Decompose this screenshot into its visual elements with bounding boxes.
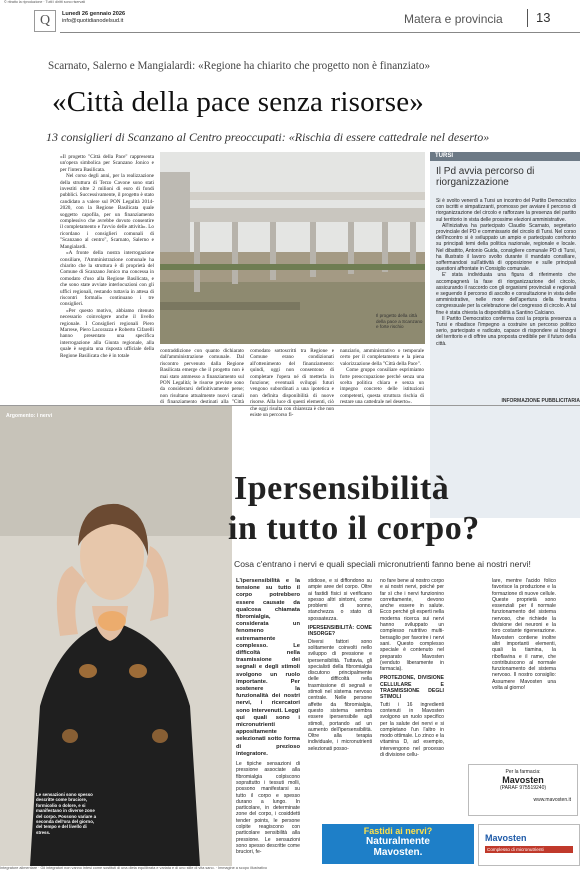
article-paragraph: comodato sottoscritti tra Regione e Comune erano condizionati all'ottenimento del finanziamento: quindi, oggi non consentono di completare l'opera né di metterla in funzione; eventuali sviluppi futuri vengono subordinati a una ipotetica e non definita disponibilità di nuove risorse. Alla luce di questi elementi, ciò che oggi risulta con chiarezza è che non esiste un percorso fi-	[250, 348, 334, 419]
ad-paragraph: no fare bene al nostro corpo e ai nostri nervi, poiché per far sì che i nervi funzionino correttamente, devono anche essere in salute. Ecco perché gli esperti nella moderna ricerca sui nervi hanno sviluppato un complesso nutritivo multi-bersaglio per favorire i nervi sani. Questo complesso speciale è contenuto nel preparato Mavosten (venduto liberamente in farmacia).	[380, 578, 444, 673]
ad-banner	[322, 824, 474, 864]
ad-column-3	[380, 578, 444, 758]
pharmacy-code: (PARAF 975519240)	[499, 785, 547, 791]
sidebar-tag: TURSI	[430, 152, 580, 161]
issue-email: info@quotidianodelsud.it	[62, 18, 124, 24]
ad-intro: Cosa c'entrano i nervi e quali speciali micronutrienti fanno bene ai nostri nervi!	[234, 559, 531, 569]
sidebar-paragraph: Si è svolto venerdì a Tursi un incontro del Partito Democratico con iscritti e simpatizzanti, promosso per avviare il percorso di riorganizzazione del circolo e rafforzare la presenza del partito sul territorio in vista delle prossime elezioni amministrative.	[436, 198, 576, 223]
article-paragraph: «Per questo motivo, abbiamo ritenuto necessario coinvolgere anche il livello regionale. I Consiglieri regionali Piero Marrese, Piero Lacorazza e Roberto Cifarelli hanno presentato una specifica interrogazione alla Giunta regionale, alla quale è seguita una risposta ufficiale della Regione Basilicata che è in totale	[60, 307, 154, 359]
sidebar-paragraph: Il Partito Democratico conferma così la propria presenza a Tursi e ribadisce l'impegno a costruire un percorso politico serio, partecipato e radicato, capace di rispondere ai bisogni del territorio e di offrire una proposta credibile per il futuro della città.	[436, 315, 576, 347]
header-rule	[60, 32, 580, 33]
ad-argument-tag: Argomento: i nervi	[6, 413, 53, 419]
article-paragraph: Nel corso degli anni, per la realizzazione della struttura di Terzo Cavone sono stati investiti oltre 2 milioni di euro di fondi pubblici. Successivamente, il progetto è stato candidato a valere sul PON Legalità 2014-2020, con la Regione Basilicata quale soggetto capofila, per un finanziamento complessivo che avrebbe dovuto consentire il completamento e l'avvio delle attività». Lo ricordano i consiglieri comunali di "Scanzano al centro", Scarnato, Salerno e Mangialardi.	[60, 173, 154, 250]
banner-line-1: Fastidi ai nervi?	[363, 826, 433, 836]
page-number: 13	[527, 9, 550, 27]
article-column-4	[340, 348, 424, 406]
product-subtitle: Complesso di micronutrienti	[485, 846, 573, 853]
ad-headline-2: in tutto il corpo?	[228, 510, 480, 547]
ad-column-4	[452, 578, 572, 691]
sidebar-paragraph: E' stata individuata una figura di riferimento che accompagnerà la fase di riorganizzazione del circolo, assicurando il raccordo con gli organismi provinciali e regionali e seguendo il percorso di ascolto e consultazione in vista delle amministrative, nelle more dell'apertura della finestra congressuale per la celebrazione del congresso di circolo. A tal fine è stata chiesta la disponibilità a Santino Calciano.	[436, 272, 576, 316]
pharmacy-url: www.mavosten.it	[533, 797, 571, 803]
article-column-2	[160, 348, 244, 412]
product-box	[478, 824, 580, 866]
ad-paragraph: Tutti i 16 ingredienti contenuti in Mavosten svolgono un ruolo specifico per la salute dei nervi e si completano l'un l'altro in modo ottimale. Lo zinco e la vitamina D, ad esempio, intervengono nel processo di divisione cellu-	[380, 701, 444, 759]
photo-caption: Il progetto della città della pace a Scanzano e forte rischio	[376, 313, 423, 330]
pharmacy-label: Per la farmacia:	[505, 769, 541, 775]
article-paragraph: contraddizione con quanto dichiarato dall'amministrazione comunale. Dal riscontro pervenuto dalla Regione Basilicata emerge che il progetto non è mai stato ammesso a finanziamento sul PON Legalità; le risorse previste sono da considerarsi definitivamente perse; non risultano attualmente nuovi canali di finanziamento destinati alla "Città	[160, 348, 244, 406]
woman-neck-pain-illustration	[0, 406, 232, 866]
ad-paragraph: Diversi fattori sono solitamente coinvolti nello sviluppo di pressione e ipersensibilità. Tuttavia, gli specialisti della fibromialgia discutono principalmente delle difficoltà nella trasmissione di segnali e stimoli nel sistema nervoso centrale. Nelle persone affette da fibromialgia, questo sistema sembra essere ipersensibile agli stimoli, portando ad un aumento dell'ipersensibilità. Oltre alla terapia individuale, i micronutrienti selezionati posso-	[308, 638, 372, 752]
ad-photo-caption: Le sensazioni sono spesso descritte come bruciore, formicolio o dolore, e si manifestano in diverse zone del corpo. Possono variare a seconda dell'ora del giorno, del tempo e del livello di stress.	[36, 792, 97, 835]
issue-info	[62, 11, 125, 25]
issue-date: Lunedì 26 gennaio 2026	[62, 11, 126, 17]
section-title: Matera e provincia	[404, 12, 503, 26]
article-paragraph: «Il progetto "Città della Pace" rappresenta un'opera simbolica per Scanzano Jonico e per l'intera Basilicata.	[60, 154, 154, 173]
ad-subheading: PROTEZIONE, DIVISIONE CELLULARE E TRASMISSIONE DEGLI STIMOLI	[380, 675, 444, 701]
article-headline: «Città della pace senza risorse»	[52, 86, 424, 118]
ad-paragraph: lare, mentre l'acido folico favorisce la produzione e la formazione di nuove cellule. Queste proprietà sono essenziali per il normale funzionamento del sistema nervoso, che richiede la divisione dei neuroni e la loro costante rigenerazione. Mavosten contiene inoltre altri importanti elementi, quali la tiamina, la riboflavina e il rame, che contribuiscono al normale funzionamento del sistema nervoso. Il nostro consiglio: Assumere Mavosten una volta al giorno!	[492, 578, 556, 692]
sidebar-body	[436, 198, 576, 347]
newspaper-logo: Q	[34, 10, 56, 32]
article-paragraph: «A fronte della nostra interrogazione consiliare, l'Amministrazione comunale ha chiarito che la struttura è di proprietà del Comune di Scanzano Jonico ma concessa in comodato d'uso alla Regione Basilicata, e che sono state avviate interlocuzioni con gli uffici regionali, restando tuttavia in attesa di riscontri formali» continuano i tre consiglieri.	[60, 250, 154, 308]
copyright-note: © ritratto la riproduzione · Tutti i diritti sono riservati	[4, 0, 86, 4]
ad-lead-paragraph: L'ipersensibilità e la tensione su tutto il corpo potrebbero essere causate da qualcosa chiamata fibromialgia, considerata un fenomeno estremamente complesso. Le difficoltà nella trasmissione dei segnali e degli stimoli svolgono un ruolo importante. Per sostenere la funzionalità dei nostri nervi, i ricercatori sono intervenuti. Leggi qui quali sono i micronutrienti appositamente selezionati sotto forma di prezioso integratore.	[236, 578, 300, 757]
pharmacy-box	[468, 764, 578, 816]
ad-photo	[0, 406, 232, 866]
ad-footer: Integratore alimentare · Gli integratori non vanno intesi come sostituti di una dieta equilibrata e variata e di uno stile di vita sano. · Immagine a scopo illustrativo	[0, 866, 267, 870]
banner-line-3: Mavosten.	[373, 847, 423, 858]
ad-subheading: IPERSENSIBILITÀ: COME INSORGE?	[308, 625, 372, 638]
ad-paragraph: Le tipiche sensazioni di pressione associate alla fibromialgia colpiscono soprattutto i tessuti molli, possono manifestarsi su tutto il corpo e spesso durano a lungo. In particolare, in determinate zone del corpo, i cosiddetti tender points, le persone colpite reagiscono con particolare sensibilità alla pressione. Le sensazioni sono spesso descritte come bruciori, fe-	[236, 761, 300, 856]
pharmacy-brand: Mavosten	[502, 775, 544, 785]
sidebar-title: Il Pd avvia percorso di riorganizzazione	[436, 166, 535, 188]
article-paragraph: nanziario, amministrativo o temporale certo per il completamento e la piena valorizzazione della "Città della Pace".	[340, 348, 424, 367]
ad-column-1	[236, 578, 300, 856]
ad-headline-1: Ipersensibilità	[234, 470, 450, 507]
ad-paragraph: stidiose, e si diffondono su ampie aree del corpo. Oltre ai fastidi fisici si verificano spesso altri sintomi, come problemi di sonno, stanchezza o stato di spossatezza.	[308, 578, 372, 622]
banner-line-2: Naturalmente	[366, 836, 430, 847]
article-column-3	[250, 348, 334, 418]
article-kicker: Scarnato, Salerno e Mangialardi: «Regione ha chiarito che progetto non è finanziato»	[48, 60, 431, 72]
ad-info-label: INFORMAZIONE PUBBLICITARIA	[501, 398, 580, 404]
ad-column-2	[308, 578, 372, 752]
sidebar-paragraph: All'iniziativa ha partecipato Claudio Scarnato, segretario provinciale del PD e commissario del circolo di Tursi. Nel corso dell'incontro si è sviluppato un ampio e partecipato confronto su principali temi della politica nazionale, regionale e locale. Nel dibattito, Antonio Guida, consigliere comunale PD di Tursi, ha illustrato il lavoro svolto durante il mandato consiliare, soffermandosi sull'attività di opposizione e sulle principali questioni affrontate in Consiglio comunale.	[436, 222, 576, 273]
article-column-1	[60, 154, 154, 359]
article-subhead: 13 consiglieri di Scanzano al Centro preoccupati: «Rischia di essere cattedrale nel deserto»	[46, 130, 490, 144]
article-paragraph: Come gruppo consiliare esprimiamo forte preoccupazione perché senza una scelta politica chiara e senza un impegno concreto delle istituzioni competenti, questa struttura rischia di restare una cattedrale nel deserto».	[340, 367, 424, 406]
product-brand: Mavosten	[485, 833, 527, 843]
